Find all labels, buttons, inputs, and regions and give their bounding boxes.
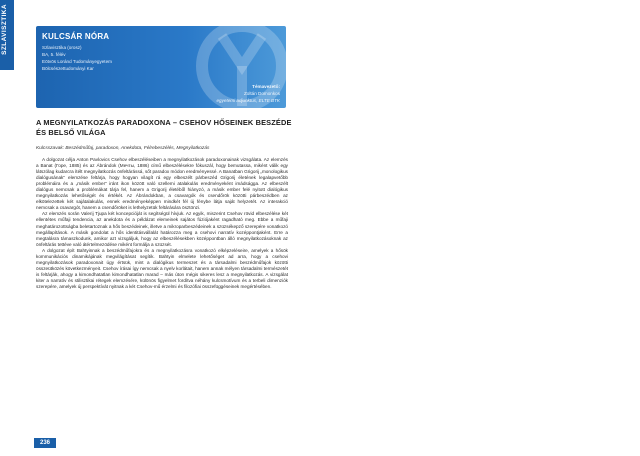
author-info-box	[36, 26, 286, 108]
supervisor-label: Témavezető:	[252, 84, 280, 89]
author-program: Szlavisztika (orosz)	[42, 45, 82, 50]
supervisor-title: egyetemi adjunktus, ELTE BTK	[216, 98, 280, 103]
supervisor-name: Zoltán Domonkos	[243, 91, 280, 96]
author-name: KULCSÁR NÓRA	[42, 32, 110, 41]
section-side-tab-bar	[0, 0, 14, 70]
body-paragraph: Az elemzés során Valerij Tjupa két koncepcióját is segítségül hívjuk. Az egyik, miszerint Csehov rövid elbeszélése két ellentétes műfaji tendencia, az anekdota és a példázat elemeinek sajátos fúziójaként ragadható meg. Ebbe a műfaji meghatározottságba beletartoznak a hős beszédeinek, illetve a mikroparbeszédeinek a szüzsékepző szerepére vonatkozó megállapítások. A másik gondolat a hős identitásvállalát határozza meg a csehovi narratív kozéppontjaként. Erre a megtalásra támaszkodunk, amikor azt vizsgáljuk, hogy az elbeszélésekben középpontban álló megnyilatkozásoknak az önfeltárás tettéve való átértelmezödése miként formálja a szüzsét.	[36, 211, 288, 247]
author-semester: BA, 5. félév	[42, 52, 66, 57]
article-title: A MEGNYILATKOZÁS PARADOXONA – CSEHOV HŐSEINEK BESZÉDE ÉS BELSŐ VILÁGA	[36, 118, 292, 137]
article-body	[36, 157, 288, 290]
body-paragraph: A dolgozat épít Bahtyinnak a beszédműfajokra és a megnyilatkozásra vonatkozó elképzeléseire, amelyek a hősök kommunikációs dinamikájának megvilágításat segítik. Bahtyin elmelete lehetőséget ad arra, hogy a csehovi megnyilatkozások paradoxonait úgy értsük, mint a dialógikus termeszet és a társadalmi beszédműfajok közötti összeütközés következményeit. Csehov írásai így nemcsak a nyelv korlátait, hanem annak mélyen társadalmi természetét is feltárják, ahogy a kimondhatatlan kimondhatatlan marad – más úton mégis sikeres lesz a megnyilatkozás. A vizsgálat kiter a narratív és stilisztikai rétegek elemzésére, különös figyelmet fordítva néhány kulcsmotívum és a terbeli dimenziók szerepére, amelyek új perspektívát nyitnak a két Csehov-mű érzelmi és filozófiai összefüggéseinek megértésében.	[36, 247, 288, 289]
section-label: SZLAVISZTIKA	[1, 4, 8, 55]
body-paragraph: A dolgozat célja Anton Pavlovics Csehov elbeszéléseiben a megnyilatkozások paradoxonainak vizsgálata. Az elemzés a Banat (Гоpe, 1885) és az Ábrándok (Мечты, 1886) című elbeszélésekre fókuszál, hogy bemutassa, miként válik egy látszólag kudarcra ítélt megnyilatkozás önfeltárássá, sőt paradox módon eredményessé. A Banatban Grigorij „monologikus dialógusának” elemzése feltárja, hogy hogyan vilagít rá egy elbeszélt párbeszéd Grigorij életének legalapvetőbb problémáira és a „másik ember” iránt ikon között való szellemi atalakulás eredményeként imádságga. Az elbeszélt dialógus nemcsak a problémákat tárja fel, hanem a Grigorij életéből hiányzó, a másik ember felé nyitott dialógikus megnyilatkozás lehetőségét és értékét. Az Ábrándokban, a csavargók és csendőrök közötti párbeszédben az elkötelezettek két sajátalakulás, ennek eredményeképpen mindkét fél új fénybe látja saját helyzetét. Az interakció nemcsak a csavargót, hanem a csendőröket is lethelyzetük feltárására ösztönzi.	[36, 157, 288, 211]
page-number: 236	[34, 438, 56, 448]
article-keywords: Kulcsszavak: Beszédműfaj, paradoxon, Anekdota, Félrebeszélés, Megnyilatkozás	[36, 146, 210, 151]
section-side-tab	[0, 0, 14, 456]
author-university: Eötvös Loránd Tudományegyetem	[42, 59, 112, 64]
author-faculty: Bölcsészettudományi Kar	[42, 66, 94, 71]
